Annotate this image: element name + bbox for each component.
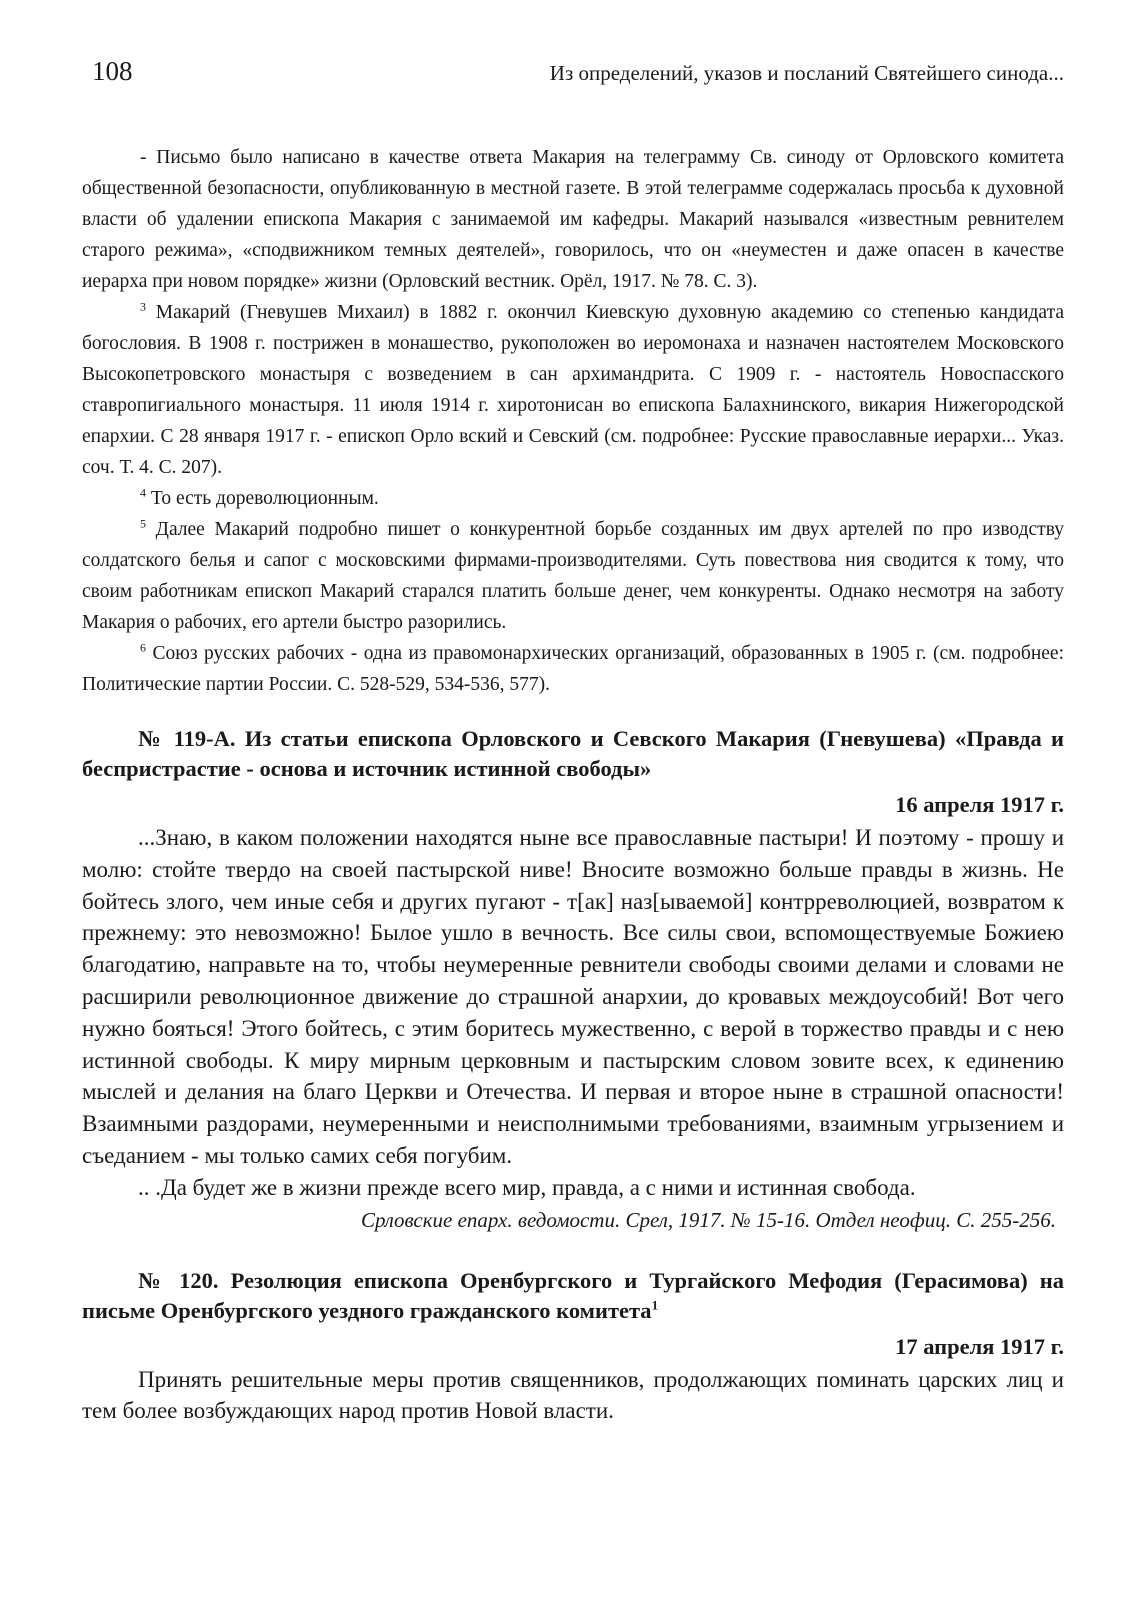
footnote-marker: 3 xyxy=(140,299,146,314)
document-source: Срловские епарх. ведомости. Срел, 1917. № 15-16. Отдел неофиц. С. 255-256. xyxy=(360,1207,1056,1232)
footnotes xyxy=(82,142,1064,700)
document-title: № 119-А. Из статьи епископа Орловского и Севского Макария (Гневушева) «Правда и беспристрастие - основа и источник истинной свободы» xyxy=(82,726,1064,781)
document-date: 16 апреля 1917 г. xyxy=(895,792,1064,817)
paragraph: .. .Да будет же в жизни прежде всего мир, правда, а с ними и истинная свобода. xyxy=(138,1174,916,1200)
footnote-text: Далее Макарий подробно пишет о конкурентной борьбе созданных им двух артелей по про изводству солдатского белья и сапог с московскими фирмами-производителями. Суть повествова ния сводится к тому, что своим работникам епископ Макарий старался платить больше денег, чем конкуренты. Однако несмотря на заботу Макария о рабочих, его артели быстро разорились. xyxy=(82,519,1064,633)
paragraph: ...Знаю, в каком положении находятся ныне все православные пастыри! И поэтому - прошу и молю: стойте твердо на своей пастырской ниве! Вносите возможно больше правды в жизнь. Не бойтесь злого, чем иные себя и других пугают - т[ак] наз[ываемой] контрреволюцией, возвратом к прежнему: это невозможно! Былое ушло в вечность. Все силы свои, вспомоществуемые Божиею благодатию, направьте на то, чтобы неумеренные ревнители свободы своими делами и словами не расширили революционное движение до страшной анархии, до кровавых междоусобий! Вот чего нужно бояться! Этого бойтесь, с этим боритесь мужественно, с верой в торжество правды и с нею истинной свободы. К миру мирным церковным и пастырским словом зовите всех, к единению мыслей и делания на благо Церкви и Отечества. И первая и второе ныне в страшной опасности! Взаимными раздорами, неумеренными и неисполнимыми требованиями, взаимным угрызением и съеданием - мы только самих себя погубим. xyxy=(82,825,1064,1168)
footnote-text: Макарий (Гневушев Михаил) в 1882 г. окончил Киевскую духовную академию со степенью кандидата богословия. В 1908 г. пострижен в монашество, рукоположен во иеромонаха и назначен настоятелем Московского Высокопетровского монастыря с возведением в сан архимандрита. С 1909 г. - настоятель Новоспасского ставропигиального монастыря. 11 июля 1914 г. хиротонисан во епископа Балахнинского, викария Нижегородской епархии. С 28 января 1917 г. - епископ Орло вский и Севский (см. подробнее: Русские православные иерархи... Указ. соч. Т. 4. С. 207). xyxy=(82,302,1064,478)
book-page xyxy=(82,56,1064,1427)
footnote-text: - Письмо было написано в качестве ответа Макария на телеграмму Св. синоду от Орловского комитета общественной безопасности, опубликованную в местной газете. В этой телеграмме содержалась просьба к духовной власти об удалении епископа Макария с занимаемой им кафедры. Макарий назывался «известным ревнителем старого режима», «сподвижником темных деятелей», говорилось, что он «неуместен и даже опасен в качестве иерарха при новом порядке» жизни (Орловский вестник. Орёл, 1917. № 78. С. 3). xyxy=(82,147,1064,292)
document-body xyxy=(82,822,1064,1204)
document-body xyxy=(82,1364,1064,1428)
page-header xyxy=(82,56,1064,106)
document-title xyxy=(82,1266,1064,1326)
footnote-marker: 4 xyxy=(140,485,146,500)
footnote-text: То есть дореволюционным. xyxy=(150,488,379,509)
footnote xyxy=(82,514,1064,638)
document-date: 17 апреля 1917 г. xyxy=(895,1333,1064,1359)
footnote xyxy=(82,638,1064,700)
running-head: Из определений, указов и посланий Святейшего синода... xyxy=(549,61,1064,85)
footnote xyxy=(82,297,1064,483)
footnote-text: Союз русских рабочих - одна из правомонархических организаций, образованных в 1905 г. (см. подробнее: Политические партии России. С. 528-529, 534-536, 577). xyxy=(82,643,1064,695)
paragraph: Принять решительные меры против священников, продолжающих поминать царских лиц и тем более возбуждающих народ против Новой власти. xyxy=(82,1366,1064,1424)
footnote xyxy=(82,483,1064,514)
page-number: 108 xyxy=(92,56,133,86)
footnote-marker: 6 xyxy=(140,640,146,655)
footnote xyxy=(82,142,1064,297)
title-footnote-marker: 1 xyxy=(651,1297,659,1313)
document-title-text: № 120. Резолюция епископа Оренбургского и Тургайского Мефодия (Герасимова) на письме Оренбургского уездного гражданского комитета xyxy=(82,1267,1064,1323)
footnote-marker: 5 xyxy=(140,516,146,531)
